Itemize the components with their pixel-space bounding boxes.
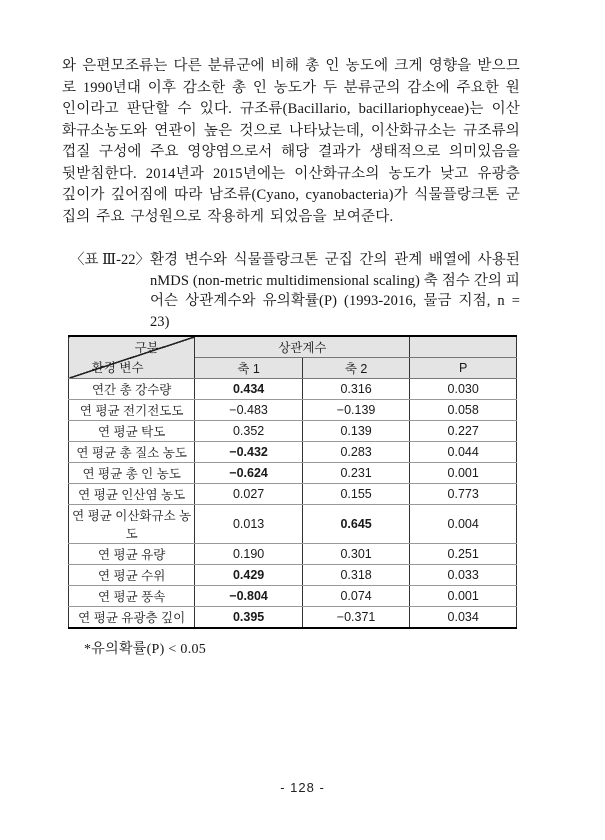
header-p: P — [410, 358, 517, 379]
header-diagonal-bottom-label: 환경 변수 — [91, 361, 144, 375]
table-body — [69, 379, 517, 629]
header-p-spacer — [410, 336, 517, 358]
table-row — [69, 586, 517, 607]
table-row — [69, 421, 517, 442]
p-value: 0.227 — [410, 421, 517, 442]
row-label: 연 평균 총 질소 농도 — [69, 442, 195, 463]
table-row — [69, 505, 517, 544]
p-value: 0.058 — [410, 400, 517, 421]
table-caption-text: 환경 변수와 식물플랑크톤 군집 간의 관계 배열에 사용된 nMDS (non-metric multidimensional scaling) 축 점수 간의 피어슨 상관계수와 유의확률(P) (1993-2016, 물금 지점, n = 23) — [149, 252, 520, 330]
axis1-value: 0.434 — [195, 379, 303, 400]
table-row — [69, 400, 517, 421]
page-content — [62, 56, 520, 658]
table-row — [69, 565, 517, 586]
axis2-value: 0.231 — [302, 463, 410, 484]
table-row — [69, 484, 517, 505]
axis1-value: −0.624 — [195, 463, 303, 484]
axis1-value: 0.027 — [195, 484, 303, 505]
axis2-value: −0.371 — [302, 607, 410, 629]
table-caption — [70, 250, 520, 332]
header-diagonal-cell — [69, 336, 195, 379]
axis2-value: 0.318 — [302, 565, 410, 586]
table-row — [69, 607, 517, 629]
row-label: 연 평균 수위 — [69, 565, 195, 586]
p-value: 0.001 — [410, 463, 517, 484]
header-axis2: 축 2 — [302, 358, 410, 379]
axis2-value: 0.074 — [302, 586, 410, 607]
p-value: 0.004 — [410, 505, 517, 544]
axis1-value: 0.429 — [195, 565, 303, 586]
row-label: 연간 총 강수량 — [69, 379, 195, 400]
paragraph: 와 은편모조류는 다른 분류군에 비해 총 인 농도에 크게 영향을 받으므로 1990년대 이후 감소한 총 인 농도가 두 분류군의 감소에 주요한 원인이라고 판단할 수 있다. 규조류(Bacillario, bacillariophyceae)는 이산화규소농도와 연관이 높은 것으로 나타났는데, 이산화규소는 규조류의 껍질 구성에 주요 영양염으로서 해당 결과가 생태적으로 의미있음을 뒷받침한다. 2014년과 2015년에는 이산화규소의 농도가 낮고 유광층 깊이가 깊어짐에 따라 남조류(Cyano, cyanobacteria)가 식물플랑크톤 군집의 주요 구성원으로 작용하게 되었음을 보여준다. — [62, 58, 520, 225]
table-row — [69, 379, 517, 400]
axis1-value: −0.804 — [195, 586, 303, 607]
row-label: 연 평균 이산화규소 농도 — [69, 505, 195, 544]
correlation-table — [68, 335, 517, 629]
axis1-value: −0.483 — [195, 400, 303, 421]
row-label: 연 평균 인산염 농도 — [69, 484, 195, 505]
row-label: 연 평균 총 인 농도 — [69, 463, 195, 484]
axis2-value: 0.155 — [302, 484, 410, 505]
axis1-value: 0.013 — [195, 505, 303, 544]
axis1-value: 0.190 — [195, 544, 303, 565]
axis2-value: 0.316 — [302, 379, 410, 400]
axis2-value: 0.283 — [302, 442, 410, 463]
table-row — [69, 544, 517, 565]
axis1-value: 0.395 — [195, 607, 303, 629]
axis2-value: −0.139 — [302, 400, 410, 421]
header-diagonal-top-label: 구분 — [134, 341, 159, 355]
table-row — [69, 463, 517, 484]
table-row — [69, 442, 517, 463]
axis2-value: 0.139 — [302, 421, 410, 442]
header-correlation-group: 상관계수 — [195, 336, 410, 358]
page-number: - 128 - — [280, 780, 325, 795]
table-caption-label: 〈표 Ⅲ-22〉 — [70, 252, 150, 268]
axis1-value: 0.352 — [195, 421, 303, 442]
p-value: 0.773 — [410, 484, 517, 505]
row-label: 연 평균 유량 — [69, 544, 195, 565]
table-footnote: *유의확률(P) < 0.05 — [84, 642, 207, 657]
header-axis1: 축 1 — [195, 358, 303, 379]
row-label: 연 평균 전기전도도 — [69, 400, 195, 421]
p-value: 0.033 — [410, 565, 517, 586]
row-label: 연 평균 탁도 — [69, 421, 195, 442]
p-value: 0.251 — [410, 544, 517, 565]
header-row-1 — [69, 336, 517, 358]
axis2-value: 0.645 — [302, 505, 410, 544]
p-value: 0.001 — [410, 586, 517, 607]
p-value: 0.030 — [410, 379, 517, 400]
row-label: 연 평균 유광층 깊이 — [69, 607, 195, 629]
axis1-value: −0.432 — [195, 442, 303, 463]
row-label: 연 평균 풍속 — [69, 586, 195, 607]
axis2-value: 0.301 — [302, 544, 410, 565]
p-value: 0.034 — [410, 607, 517, 629]
p-value: 0.044 — [410, 442, 517, 463]
